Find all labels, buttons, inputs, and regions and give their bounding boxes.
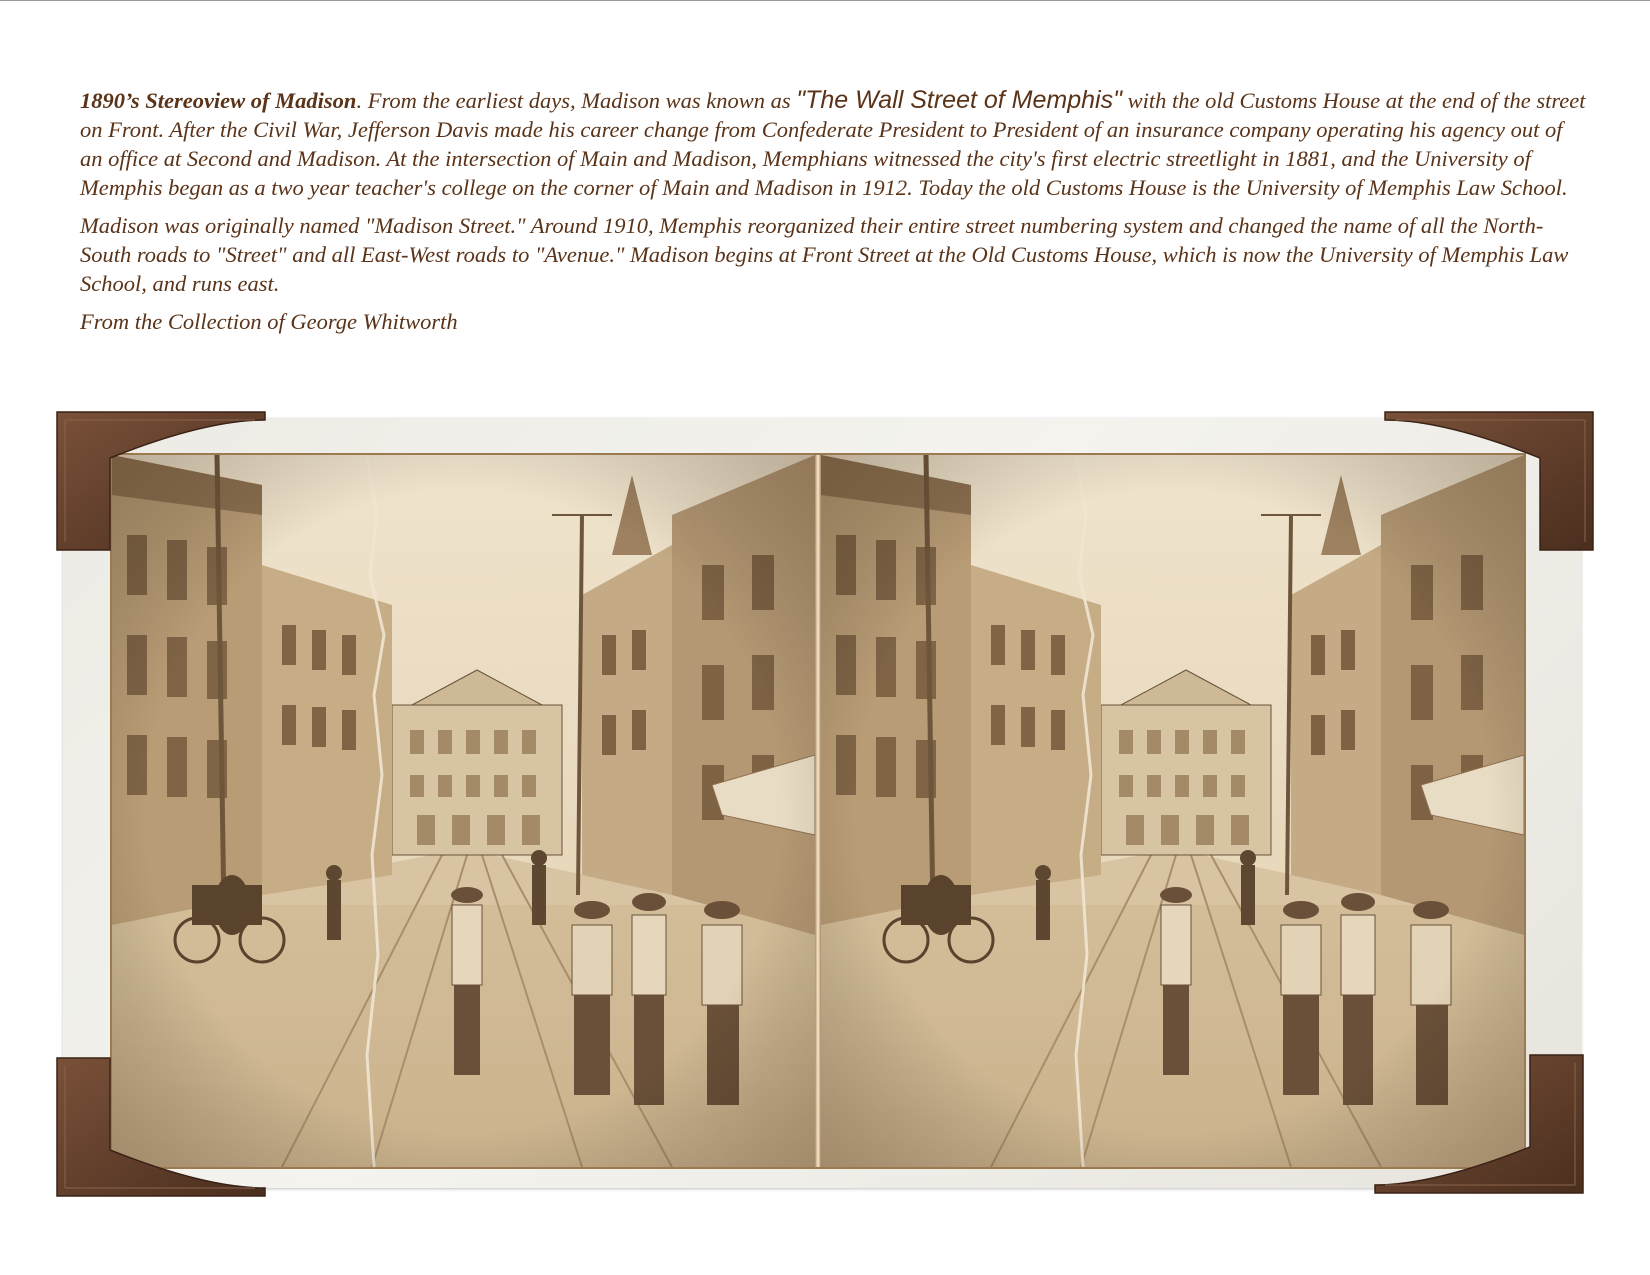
photo-corner-top-left	[55, 410, 275, 560]
photo-corner-bottom-left	[55, 1048, 275, 1198]
stereoview-photo	[110, 453, 1526, 1169]
top-rule	[0, 0, 1650, 1]
caption-p1-part-b: with the old Customs House at the end of the street on Front. After the Civil War, Jefferson Davis made his career change from Confederate President to President of an insurance company operating his agency out of an office at Second and Madison. At the intersection of Main and Madison, Memphians witnessed the city's first electric streetlight in 1881, and the University of Memphis began as a two year teacher's college on the corner of Main and Madison in 1912. Today the old Customs House is the University of Memphis Law School.	[80, 88, 1586, 200]
caption-paragraph-1	[80, 86, 1590, 202]
collection-credit: From the Collection of George Whitworth	[80, 309, 458, 334]
photo-corner-top-right	[1375, 410, 1595, 560]
caption-lead: 1890’s Stereoview of Madison	[80, 88, 357, 113]
photo-corner-bottom-right	[1365, 1045, 1585, 1195]
caption-paragraph-2: Madison was originally named "Madison Street." Around 1910, Memphis reorganized their entire street numbering system and changed the name of all the North-South roads to "Street" and all East-West roads to "Avenue." Madison begins at Front Street at the Old Customs House, which is now the University of Memphis Law School, and runs east.	[80, 213, 1569, 296]
caption-quote: "The Wall Street of Memphis"	[796, 86, 1122, 114]
caption-text	[80, 86, 1590, 345]
caption-p1-part-a: . From the earliest days, Madison was known as	[356, 88, 797, 113]
